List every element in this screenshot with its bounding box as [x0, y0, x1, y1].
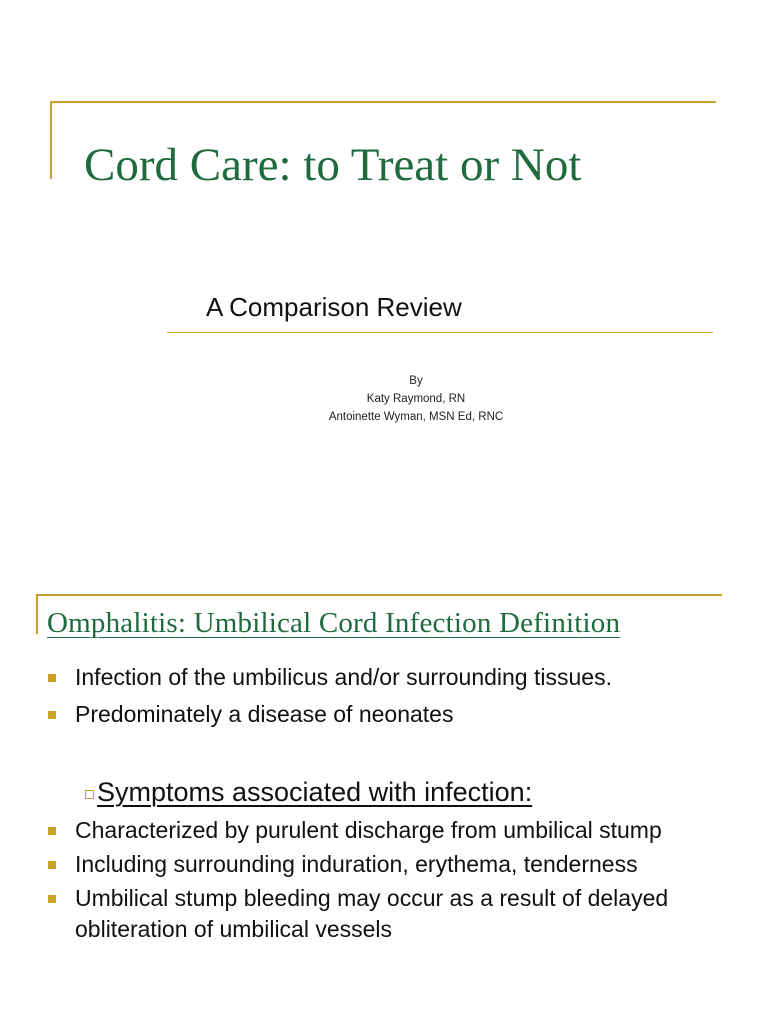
hollow-square-bullet-icon: [85, 790, 94, 799]
gold-square-bullet-icon: [48, 827, 56, 835]
title-frame-top-line: [50, 101, 716, 103]
symptoms-bullet-list: [48, 815, 738, 948]
credit-author-1: Katy Raymond, RN: [366, 393, 466, 405]
slide2-title: Omphalitis: Umbilical Cord Infection Definition: [47, 607, 621, 639]
gold-square-bullet-icon: [48, 711, 56, 719]
slide-subtitle: A Comparison Review: [206, 292, 462, 322]
gold-square-bullet-icon: [48, 674, 56, 682]
gold-square-bullet-icon: [48, 895, 56, 903]
slide-title-heading: Cord Care: to Treat or Not: [84, 139, 582, 191]
definition-bullet-list: [48, 662, 738, 736]
list-item: Predominately a disease of neonates: [48, 699, 738, 730]
list-item: Including surrounding induration, erythema, tenderness: [48, 849, 738, 880]
author-credits: [280, 372, 552, 426]
symptoms-subheading: Symptoms associated with infection:: [85, 777, 532, 808]
gold-square-bullet-icon: [48, 861, 56, 869]
slide2-frame-top-line: [36, 594, 722, 596]
credit-author-2: Antoinette Wyman, MSN Ed, RNC: [328, 411, 504, 423]
list-item: Umbilical stump bleeding may occur as a result of delayed obliteration of umbilical vessels: [48, 883, 738, 945]
list-item: Infection of the umbilicus and/or surrounding tissues.: [48, 662, 738, 693]
credit-by: By: [409, 375, 423, 387]
slide2-frame-left-line: [36, 594, 38, 634]
subtitle-divider: [167, 332, 713, 333]
title-frame-left-line: [50, 101, 52, 179]
list-item: Characterized by purulent discharge from umbilical stump: [48, 815, 738, 846]
